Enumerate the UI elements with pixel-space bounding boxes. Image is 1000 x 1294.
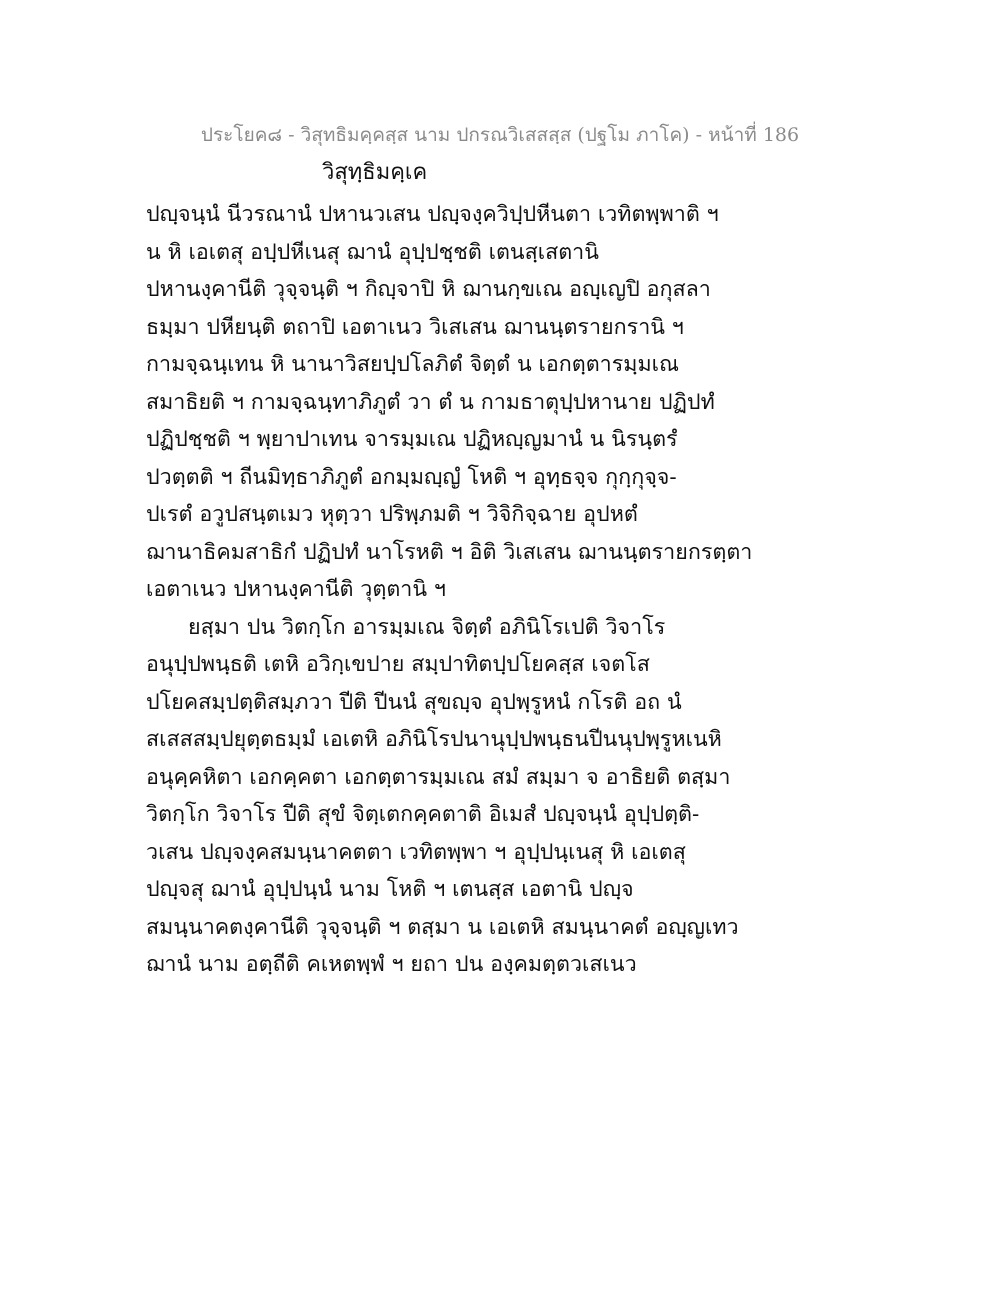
- text-line: ฌานาธิคมสาธิกํ ปฏิปทํ นาโรหติ ฯ อิติ วิเสเสน ฌานนฺตรายกรตฺตา: [146, 539, 753, 565]
- section-title: วิสุทฺธิมคฺเค: [322, 160, 428, 185]
- text-line: อนุปฺปพนฺธติ เตหิ อวิกฺเขปาย สมฺปาทิตปฺปโยคสฺส เจตโส: [146, 652, 650, 677]
- text-line: อนุคฺคหิตา เอกคฺคตา เอกตฺตารมฺมเณ สมํ สมฺมา จ อาธิยติ ตสฺมา: [146, 764, 731, 790]
- page-running-header: ประโยค๘ - วิสุทธิมคฺคสฺส นาม ปกรณวิเสสสฺส (ปฐโม ภาโค) - หน้าที่ 186: [200, 124, 800, 146]
- text-line: ปญฺจสุ ฌานํ อุปฺปนฺนํ นาม โหติ ฯ เตนสฺส เอตานิ ปญฺจ: [146, 877, 634, 902]
- text-line: ปวตฺตติ ฯ ถีนมิทฺธาภิภูตํ อกมฺมญฺญํ โหติ ฯ อุทฺธจฺจ กุกฺกุจฺจ-: [146, 464, 677, 490]
- text-line: ปหานงฺคานีติ วุจฺจนฺติ ฯ กิญฺจาปิ หิ ฌานกฺขเณ อญฺเญปิ อกุสลา: [146, 277, 711, 302]
- text-line: น หิ เอเตสุ อปฺปหีเนสุ ฌานํ อุปฺปชฺชติ เตนสฺเสตานิ: [146, 239, 599, 265]
- text-line: วเสน ปญฺจงฺคสมนฺนาคตตา เวทิตพฺพา ฯ อุปฺปนฺเนสุ หิ เอเตสุ: [146, 839, 686, 865]
- text-line: กามจฺฉนฺเทน หิ นานาวิสยปฺปโลภิตํ จิตฺตํ น เอกตฺตารมฺมเณ: [146, 352, 679, 377]
- text-line: ปเรตํ อวูปสนฺตเมว หุตฺวา ปริพฺภมติ ฯ วิจิกิจฺฉาย อุปหตํ: [146, 502, 638, 527]
- text-line: สมาธิยติ ฯ กามจฺฉนฺทาภิภูตํ วา ตํ น กามธาตุปฺปหานาย ปฏิปทํ: [146, 389, 715, 415]
- text-line: ธมฺมา ปหียนฺติ ตถาปิ เอตาเนว วิเสเสน ฌานนฺตรายกรานิ ฯ: [146, 314, 684, 340]
- body-text: [146, 196, 753, 984]
- paragraph-first-line: ยสฺมา ปน วิตกฺโก อารมฺมเณ จิตฺตํ อภินิโรเปติ วิจาโร: [188, 614, 666, 640]
- text-line: ปโยคสมฺปตฺติสมฺภวา ปีติ ปีนนํ สุขญฺจ อุปพฺรูหนํ กโรติ อถ นํ: [146, 689, 682, 715]
- text-line: ปฏิปชฺชติ ฯ พฺยาปาเทน จารมฺมเณ ปฏิหญฺญมานํ น นิรนฺตรํ: [146, 427, 678, 452]
- text-line: ฌานํ นาม อตฺถีติ คเหตพฺพํ ฯ ยถา ปน องฺคมตฺตวเสเนว: [146, 952, 637, 977]
- text-line: สเสสสมฺปยุตฺตธมฺมํ เอเตหิ อภินิโรปนานุปฺปพนฺธนปีนนุปพฺรูหเนหิ: [146, 727, 722, 752]
- text-line: วิตกฺโก วิจาโร ปีติ สุขํ จิตฺเตกคฺคตาติ อิเมสํ ปญฺจนฺนํ อุปฺปตฺติ-: [146, 802, 700, 827]
- text-line: สมนฺนาคตงฺคานีติ วุจฺจนฺติ ฯ ตสฺมา น เอเตหิ สมนฺนาคตํ อญฺญเทว: [146, 914, 739, 940]
- text-line: ปญฺจนฺนํ นีวรณานํ ปหานวเสน ปญฺจงฺควิปฺปหีนตา เวทิตพฺพาติ ฯ: [146, 202, 719, 227]
- text-line: เอตาเนว ปหานงฺคานีติ วุตฺตานิ ฯ: [146, 577, 446, 602]
